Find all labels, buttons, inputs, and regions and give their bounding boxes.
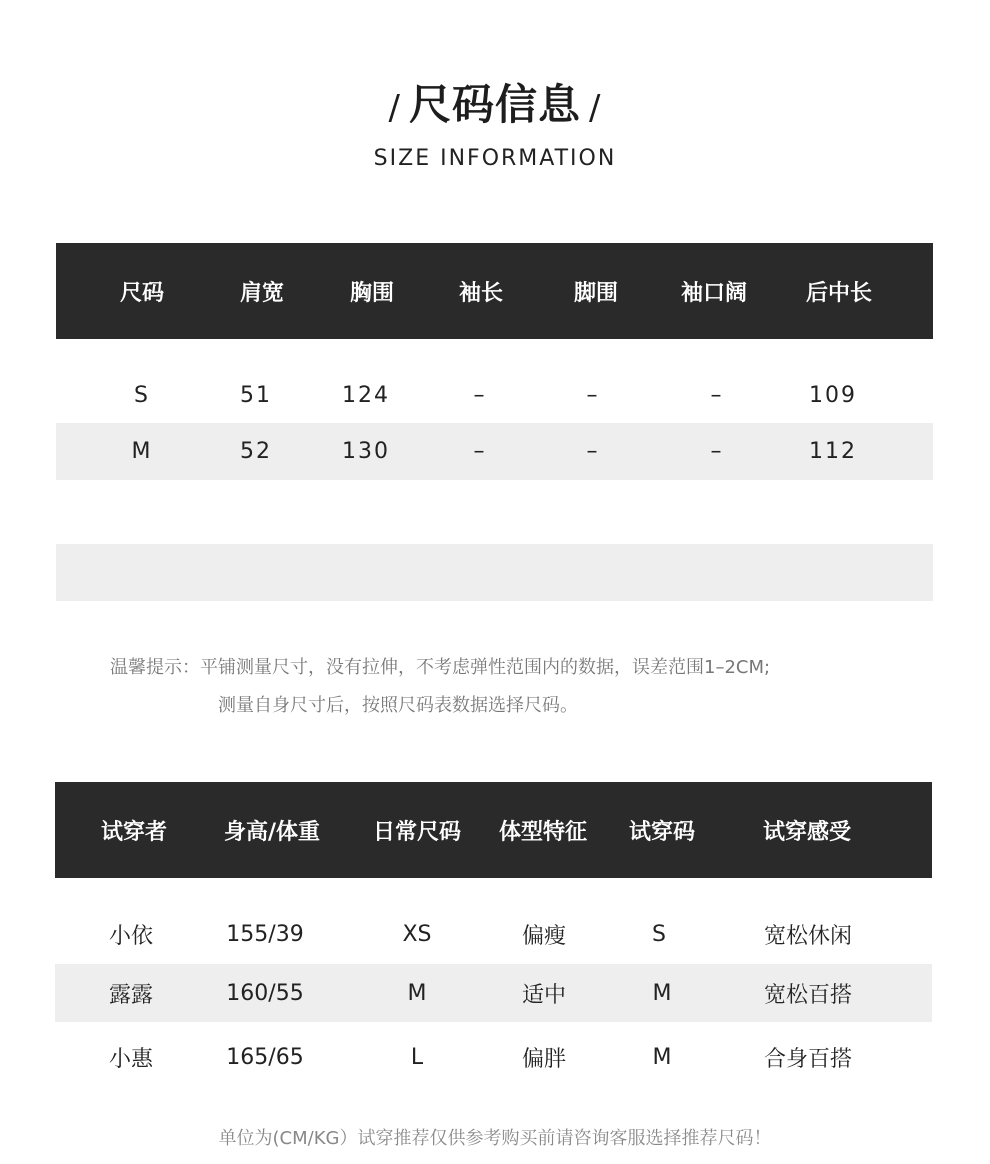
size-cell: –	[586, 439, 600, 464]
try-header-cell: 身高/体重	[223, 819, 321, 845]
size-header-cell: 脚围	[573, 280, 619, 306]
try-header-cell: 日常尺码	[372, 819, 462, 845]
size-cell: M	[131, 439, 153, 464]
size-cell: –	[710, 383, 724, 408]
size-header-cell: 后中长	[805, 280, 873, 306]
try-cell: 155/39	[226, 921, 304, 947]
size-cell: –	[710, 439, 724, 464]
try-cell: 适中	[521, 982, 567, 1008]
try-header-cell: 试穿感受	[762, 819, 852, 845]
try-cell: 160/55	[226, 980, 304, 1006]
size-header-cell: 肩宽	[239, 280, 285, 306]
try-cell: 165/65	[226, 1044, 304, 1070]
size-cell: 130	[342, 439, 390, 464]
size-cell: –	[473, 383, 487, 408]
size-header-cell: 袖口阔	[680, 280, 748, 306]
try-on-table-header	[55, 782, 932, 878]
size-cell: 52	[240, 439, 272, 464]
try-header-cell: 试穿者	[100, 819, 168, 845]
size-cell: –	[586, 383, 600, 408]
try-cell: 合身百搭	[763, 1046, 853, 1072]
try-header-cell: 试穿码	[628, 819, 696, 845]
title-slash-left: /	[388, 88, 401, 128]
size-cell: 109	[809, 383, 857, 408]
table-row	[56, 367, 933, 424]
size-header-cell: 胸围	[349, 280, 395, 306]
try-cell: 小惠	[108, 1046, 154, 1072]
title-slash-right: /	[589, 88, 602, 128]
size-table-header	[56, 243, 933, 339]
try-cell: 偏胖	[521, 1046, 567, 1072]
tip-line-1: 温馨提示：平铺测量尺寸，没有拉伸，不考虑弹性范围内的数据，误差范围1–2CM;	[110, 657, 771, 678]
size-cell: 112	[809, 439, 857, 464]
table-row	[55, 905, 932, 963]
title-text: 尺码信息	[408, 80, 581, 129]
size-header-cell: 袖长	[458, 280, 504, 306]
try-cell: S	[652, 921, 666, 947]
try-cell: 宽松百搭	[763, 982, 853, 1008]
size-cell: S	[134, 383, 150, 408]
try-cell: M	[652, 980, 672, 1006]
try-cell: 露露	[108, 982, 154, 1008]
try-cell: XS	[402, 921, 432, 947]
size-cell: 124	[342, 383, 390, 408]
footer-note: 单位为(CM/KG）试穿推荐仅供参考购买前请咨询客服选择推荐尺码！	[218, 1128, 772, 1149]
try-cell: M	[407, 980, 427, 1006]
size-header-cell: 尺码	[119, 280, 165, 306]
try-cell: L	[410, 1044, 424, 1070]
try-cell: 偏瘦	[521, 923, 567, 949]
table-row	[55, 964, 932, 1022]
size-tip	[110, 649, 770, 725]
try-cell: M	[652, 1044, 672, 1070]
page-title	[0, 72, 990, 132]
table-row	[56, 423, 933, 480]
page-subtitle: SIZE INFORMATION	[373, 146, 617, 171]
try-header-cell: 体型特征	[498, 819, 588, 845]
empty-table-row	[56, 544, 933, 601]
size-cell: –	[473, 439, 487, 464]
try-cell: 宽松休闲	[763, 923, 853, 949]
table-row	[55, 1028, 932, 1086]
tip-line-2: 测量自身尺寸后，按照尺码表数据选择尺码。	[218, 695, 578, 716]
size-cell: 51	[240, 383, 272, 408]
try-cell: 小依	[108, 923, 154, 949]
